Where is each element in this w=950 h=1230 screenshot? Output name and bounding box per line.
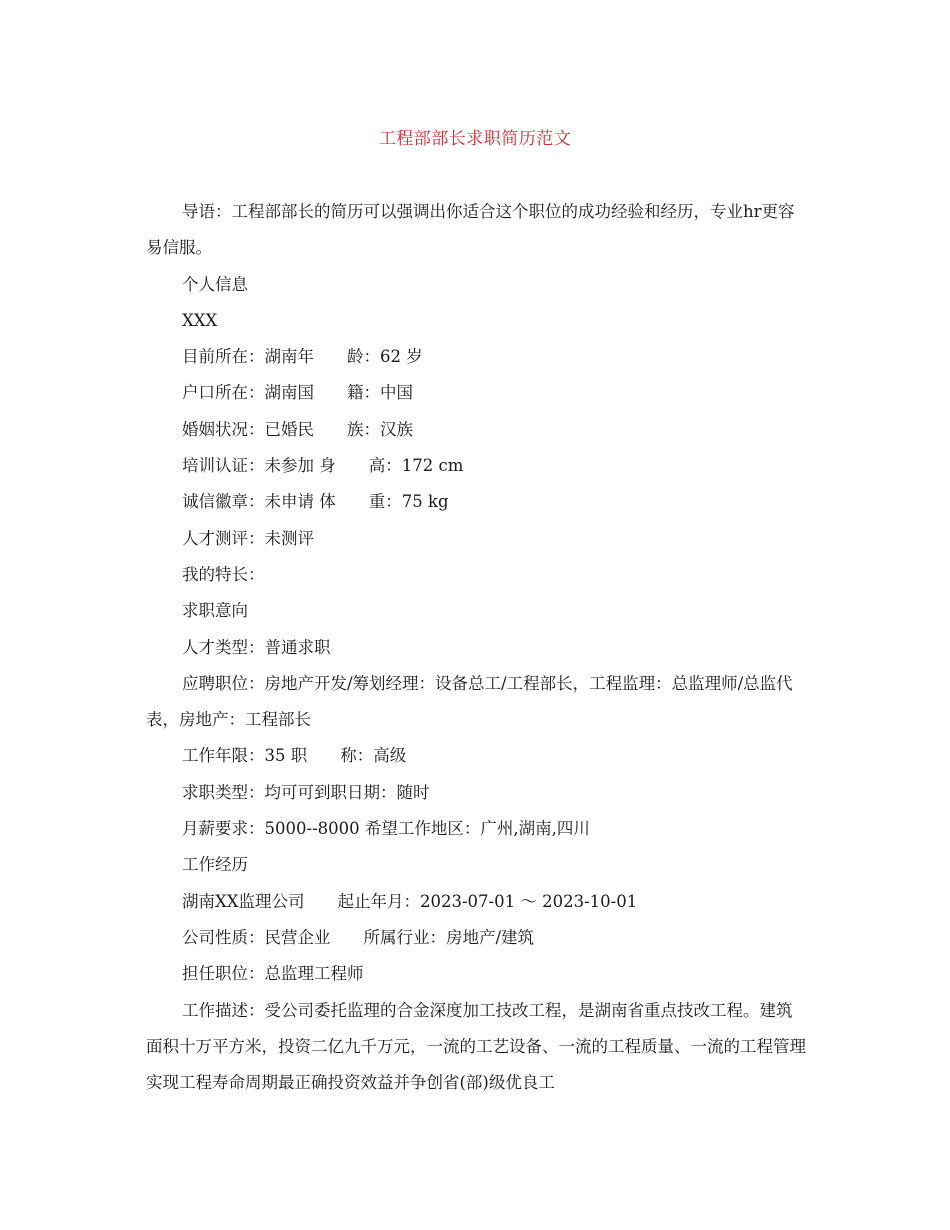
info-line-positions: 应聘职位：房地产开发/筹划经理：设备总工/工程部长，工程监理：总监理师/总监代表，房地产：工程部长 bbox=[146, 673, 793, 730]
info-line-talent-type: 人才类型：普通求职 bbox=[182, 637, 331, 657]
info-line-marital-ethnicity: 婚姻状况：已婚民 族：汉族 bbox=[182, 419, 413, 439]
document-title: 工程部部长求职简历范文 bbox=[378, 129, 572, 149]
info-line-job-type: 求职类型：均可可到职日期：随时 bbox=[182, 782, 430, 802]
info-line-training-height: 培训认证：未参加 身 高：172 cm bbox=[182, 456, 464, 476]
intro-paragraph: 导语：工程部部长的简历可以强调出你适合这个职位的成功经验和经历，专业hr更容易信服。 bbox=[146, 202, 795, 258]
section-heading-job-intent: 求职意向 bbox=[182, 601, 248, 621]
name-line: XXX bbox=[182, 310, 218, 330]
info-line-hukou-nationality: 户口所在：湖南国 籍：中国 bbox=[182, 383, 413, 403]
section-heading-personal-info: 个人信息 bbox=[182, 274, 248, 294]
document-body bbox=[146, 194, 806, 1101]
work-description: 工作描述：受公司委托监理的合金深度加工技改工程，是湖南省重点技改工程。建筑面积十万平方米，投资二亿九千万元，一流的工艺设备、一流的工程质量、一流的工程管理实现工程寿命周期最正确投资效益并争创省(部)级优良工 bbox=[146, 1000, 806, 1093]
info-line-specialty: 我的特长： bbox=[182, 564, 265, 584]
info-line-location-age: 目前所在：湖南年 龄：62 岁 bbox=[182, 347, 423, 367]
section-heading-work-experience: 工作经历 bbox=[182, 855, 248, 875]
work-company-nature: 公司性质：民营企业 所属行业：房地产/建筑 bbox=[182, 927, 535, 947]
info-line-years-title: 工作年限：35 职 称：高级 bbox=[182, 746, 407, 766]
work-position: 担任职位：总监理工程师 bbox=[182, 964, 364, 984]
work-company-period: 湖南XX监理公司 起止年月：2023-07-01 ～ 2023-10-01 bbox=[182, 891, 638, 911]
info-line-salary-region: 月薪要求：5000--8000 希望工作地区：广州,湖南,四川 bbox=[182, 819, 590, 839]
info-line-assessment: 人才测评：未测评 bbox=[182, 528, 314, 548]
info-line-badge-weight: 诚信徽章：未申请 体 重：75 kg bbox=[182, 492, 449, 512]
